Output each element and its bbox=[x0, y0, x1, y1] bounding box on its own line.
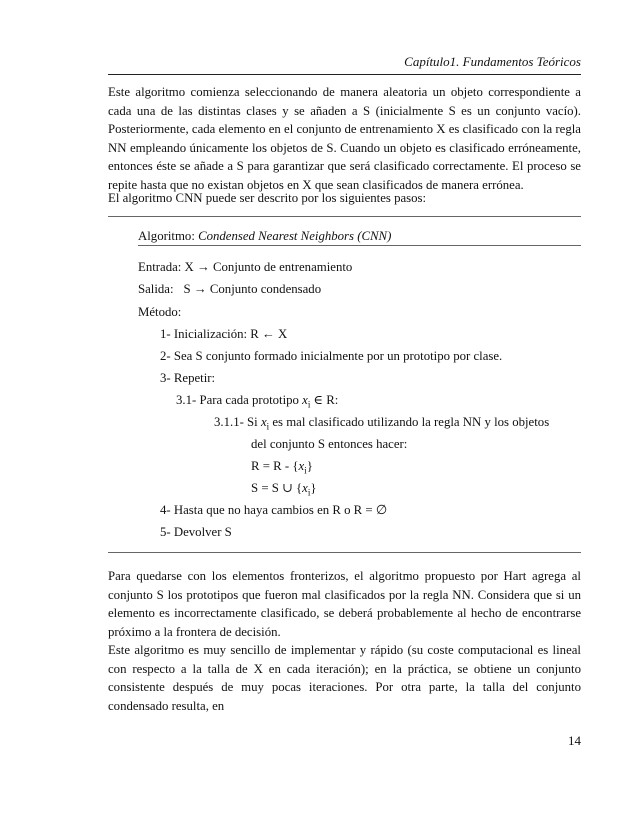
paragraph-hart: Para quedarse con los elementos fronterizos, el algoritmo propuesto por Hart agrega al conjunto S los prototipos que fueron mal clasificados por la regla NN. Considera que si un elemento es incorrectamente clasificado, se deberá probablemente al hecho de encontrarse próximo a la frontera de decisión. bbox=[108, 569, 581, 639]
algorithm-assign-r bbox=[251, 459, 313, 476]
algorithm-output-value: S → Conjunto condensado bbox=[183, 282, 322, 296]
algorithm-title bbox=[138, 229, 391, 244]
algorithm-title-prefix: Algoritmo: bbox=[138, 229, 199, 243]
algorithm-step-1: 1- Inicialización: R ← X bbox=[160, 327, 288, 341]
step-3-1-1-sub: i bbox=[266, 421, 270, 432]
step-3-1-var: x bbox=[302, 393, 308, 407]
paragraph-intro: Este algoritmo comienza seleccionando de manera aleatoria un objeto correspondiente a cada una de las distintas clases y se añaden a S (inicialmente S es un conjunto vacío). Posteriormente, cada elemento en el conjunto de entrenamiento X es clasificado con la regla NN empleando únicamente los objetos de S. Cuando un objeto es clasificado erróneamente, entonces éste se añade a S para garantizar que será clasificado correctamente. El proceso se repite hasta que no existan objetos en X que sean clasificados de manera errónea. bbox=[108, 85, 581, 192]
algorithm-output bbox=[138, 282, 321, 297]
assign-s-text-a: S = S ∪ { bbox=[251, 481, 303, 495]
algorithm-assign-s bbox=[251, 481, 316, 498]
algorithm-title-name: Condensed Nearest Neighbors (CNN) bbox=[198, 229, 392, 243]
algorithm-output-label: Salida: bbox=[138, 282, 174, 296]
algorithm-step-3: 3- Repetir: bbox=[160, 371, 216, 385]
paragraph-steps-lead: El algoritmo CNN puede ser descrito por los siguientes pasos: bbox=[108, 191, 427, 205]
algorithm-step-3-1-1-continued: del conjunto S entonces hacer: bbox=[251, 437, 408, 451]
algorithm-step-2: 2- Sea S conjunto formado inicialmente por un prototipo por clase. bbox=[160, 349, 503, 363]
algorithm-method: Método: bbox=[138, 305, 182, 319]
algorithm-input: Entrada: X → Conjunto de entrenamiento bbox=[138, 260, 353, 274]
assign-r-text-a: R = R - { bbox=[251, 459, 299, 473]
algorithm-step-4: 4- Hasta que no haya cambios en R o R = ∅ bbox=[160, 503, 387, 517]
algorithm-step-5: 5- Devolver S bbox=[160, 525, 232, 539]
step-3-1-sub: i bbox=[307, 399, 311, 410]
algorithm-title-rule bbox=[138, 245, 581, 246]
assign-s-sub: i bbox=[307, 487, 311, 498]
header-rule bbox=[108, 74, 581, 75]
algorithm-top-rule bbox=[108, 216, 581, 217]
step-3-1-1-text-a: 3.1.1- Si bbox=[214, 415, 261, 429]
step-3-1-1-text-b: es mal clasificado utilizando la regla NN y los objetos bbox=[269, 415, 550, 429]
assign-r-text-b: } bbox=[306, 459, 313, 473]
running-header: Capítulo1. Fundamentos Teóricos bbox=[404, 54, 581, 69]
paragraph-complexity: Este algoritmo es muy sencillo de implementar y rápido (su coste computacional es lineal con respecto a la talla de X en cada iteración); en la práctica, se obtiene un conjunto consistente después de muy pocas iteraciones. Por otra parte, la talla del conjunto condensado resulta, en bbox=[108, 643, 581, 713]
assign-r-var: x bbox=[298, 459, 305, 473]
algorithm-step-3-1-1 bbox=[214, 415, 549, 432]
step-3-1-1-var: x bbox=[260, 415, 267, 429]
algorithm-bottom-rule bbox=[108, 552, 581, 553]
assign-s-var: x bbox=[302, 481, 308, 495]
algorithm-step-3-1 bbox=[176, 393, 338, 410]
assign-s-text-b: } bbox=[310, 481, 317, 495]
assign-r-sub: i bbox=[304, 465, 307, 476]
step-3-1-text-a: 3.1- Para cada prototipo bbox=[176, 393, 303, 407]
page-number: 14 bbox=[568, 733, 581, 748]
step-3-1-text-b: ∈ R: bbox=[310, 393, 339, 407]
